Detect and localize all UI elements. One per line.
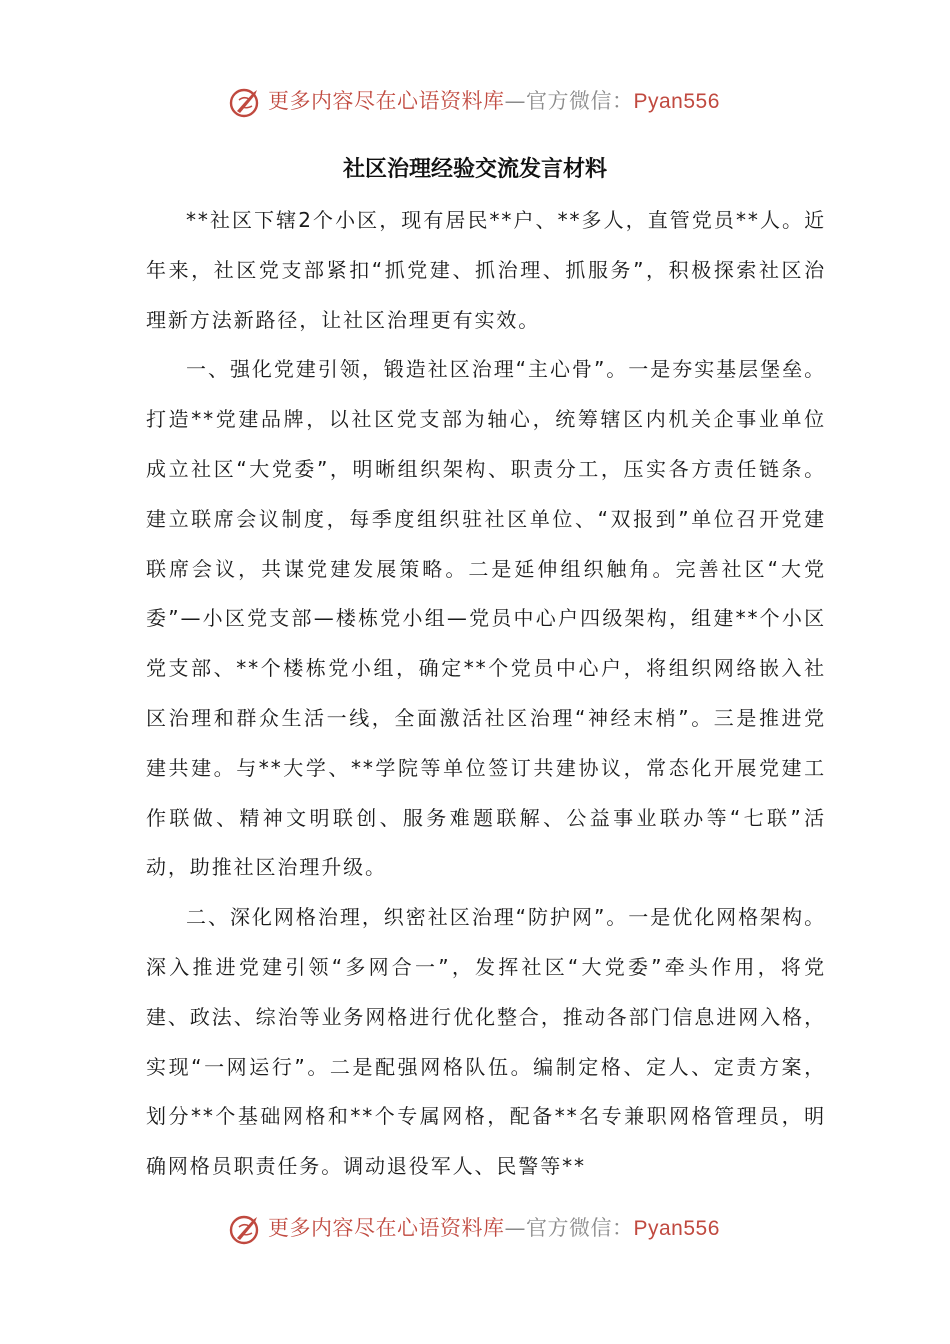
banner-wechat-label: 官方微信： bbox=[526, 89, 634, 113]
banner-text bbox=[268, 1213, 720, 1244]
banner-main-text: 更多内容尽在心语资料库 bbox=[268, 89, 505, 113]
pen-circle-logo-icon bbox=[228, 1211, 264, 1247]
banner-separator: — bbox=[504, 1216, 526, 1240]
footer-banner bbox=[0, 1209, 950, 1249]
paragraph-intro: **社区下辖2个小区，现有居民**户、**多人，直管党员**人。近年来，社区党支部紧扣“抓党建、抓治理、抓服务”，积极探索社区治理新方法新路径，让社区治理更有实效。 bbox=[146, 208, 826, 332]
document-body bbox=[146, 196, 826, 1192]
paragraph-section-one: 一、强化党建引领，锻造社区治理“主心骨”。一是夯实基层堡垒。打造**党建品牌，以社区党支部为轴心，统筹辖区内机关企事业单位成立社区“大党委”，明晰组织架构、职责分工，压实各方责任链条。建立联席会议制度，每季度组织驻社区单位、“双报到”单位召开党建联席会议，共谋党建发展策略。二是延伸组织触角。完善社区“大党委”—小区党支部—楼栋党小组—党员中心户四级架构，组建**个小区党支部、**个楼栋党小组，确定**个党员中心户，将组织网络嵌入社区治理和群众生活一线，全面激活社区治理“神经末梢”。三是推进党建共建。与**大学、**学院等单位签订共建协议，常态化开展党建工作联做、精神文明联创、服务难题联解、公益事业联办等“七联”活动，助推社区治理升级。 bbox=[146, 357, 826, 880]
banner-main-text: 更多内容尽在心语资料库 bbox=[268, 1216, 505, 1240]
banner-wechat-id: Pyan556 bbox=[633, 1217, 720, 1240]
pen-circle-logo-icon bbox=[228, 84, 264, 120]
banner-text bbox=[268, 86, 720, 117]
document-title: 社区治理经验交流发言材料 bbox=[342, 157, 607, 182]
banner-separator: — bbox=[504, 89, 526, 113]
banner-wechat-id: Pyan556 bbox=[633, 90, 720, 113]
paragraph-section-two: 二、深化网格治理，织密社区治理“防护网”。一是优化网格架构。深入推进党建引领“多网合一”，发挥社区“大党委”牵头作用，将党建、政法、综治等业务网格进行优化整合，推动各部门信息进网入格，实现“一网运行”。二是配强网格队伍。编制定格、定人、定责方案，划分**个基础网格和**个专属网格，配备**名专兼职网格管理员，明确网格员职责任务。调动退役军人、民警等** bbox=[146, 905, 826, 1179]
banner-wechat-label: 官方微信： bbox=[526, 1216, 634, 1240]
header-banner bbox=[0, 82, 950, 122]
